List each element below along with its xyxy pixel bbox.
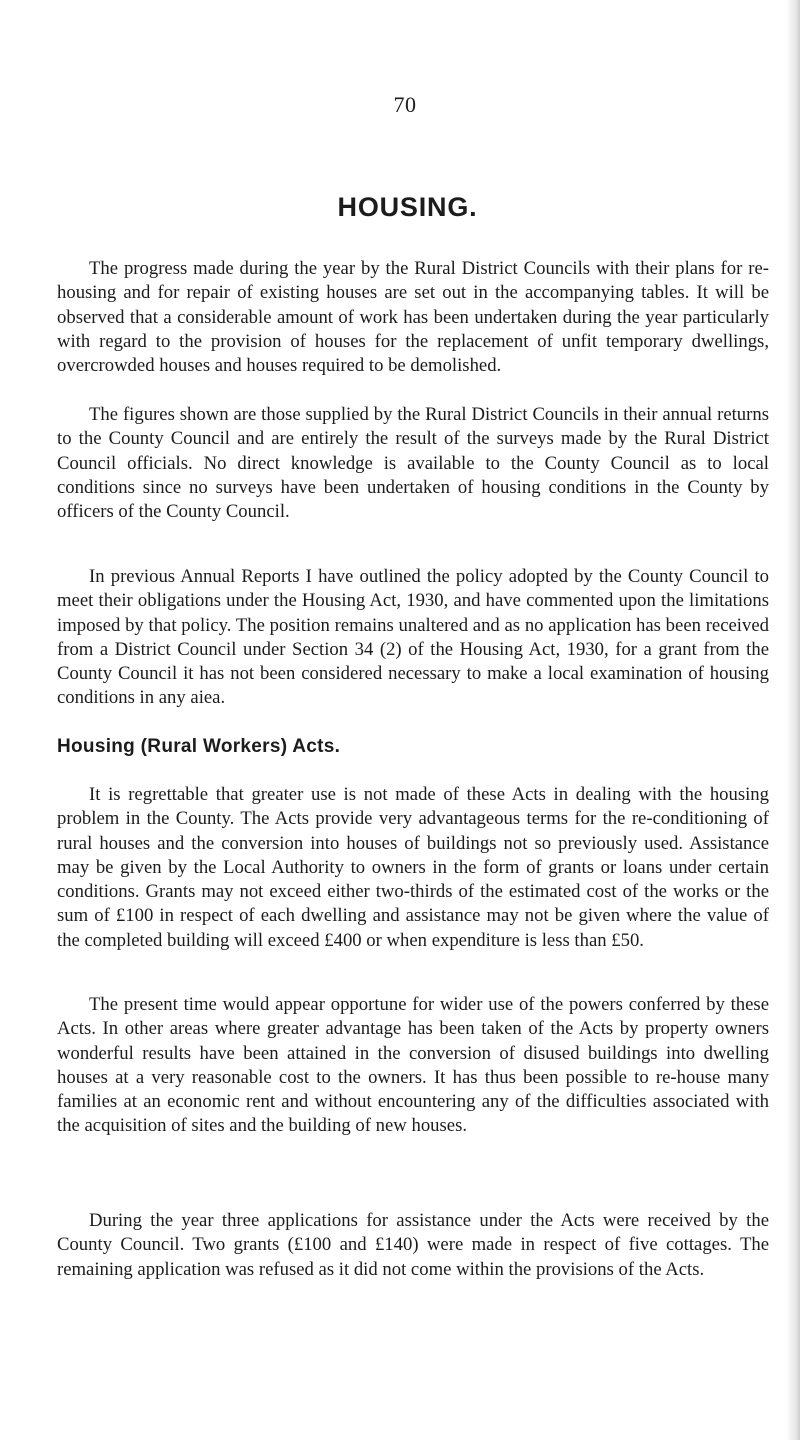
- paragraph-5: The present time would appear opportune for wider use of the powers conferred by these Acts. In other areas where greater advantage has been taken of the Acts by property owners wonderful results have been attained in the conversion of disused buildings into dwelling houses at a very reasonable cost to the owners. It has thus been possible to re-house many families at an economic rent and without encountering any of the difficulties associated with the acquisition of sites and the building of new houses.: [57, 994, 769, 1137]
- paragraph-1: The progress made during the year by the Rural District Councils with their plans for re-housing and for repair of existing houses are set out in the accompanying tables. It will be observed that a considerable amount of work has been undertaken during the year particularly with regard to the provision of houses for the replacement of unfit temporary dwellings, overcrowded houses and houses required to be demolished.: [57, 258, 769, 377]
- paragraph-3: In previous Annual Reports I have outlined the policy adopted by the County Council to meet their obligations under the Housing Act, 1930, and have commented upon the limitations imposed by that policy. The position remains unaltered and as no application has been received from a District Council under Section 34 (2) of the Housing Act, 1930, for a grant from the County Council it has not been considered necessary to make a local examination of housing conditions in any aiea.: [57, 566, 769, 709]
- page-number: 70: [393, 92, 417, 117]
- paragraph-6: During the year three applications for assistance under the Acts were received by the County Council. Two grants (£100 and £140) were made in respect of five cottages. The remaining application was refused as it did not come within the provisions of the Acts.: [57, 1210, 769, 1280]
- page-title: HOUSING.: [337, 192, 478, 222]
- paragraph-2: The figures shown are those supplied by the Rural District Councils in their annual returns to the County Council and are entirely the result of the surveys made by the Rural District Council officials. No direct knowledge is available to the County Council as to local conditions since no surveys have been undertaken of housing conditions in the County by officers of the County Council.: [57, 404, 769, 523]
- section-heading: Housing (Rural Workers) Acts.: [57, 736, 341, 757]
- paragraph-4: It is regrettable that greater use is not made of these Acts in dealing with the housing problem in the County. The Acts provide very advantageous terms for the re-conditioning of rural houses and the conversion into houses of buildings not so previously used. Assistance may be given by the Local Authority to owners in the form of grants or loans under certain conditions. Grants may not exceed either two-thirds of the estimated cost of the works or the sum of £100 in respect of each dwelling and assistance may not be given where the value of the completed building will exceed £400 or when expenditure is less than £50.: [57, 784, 769, 951]
